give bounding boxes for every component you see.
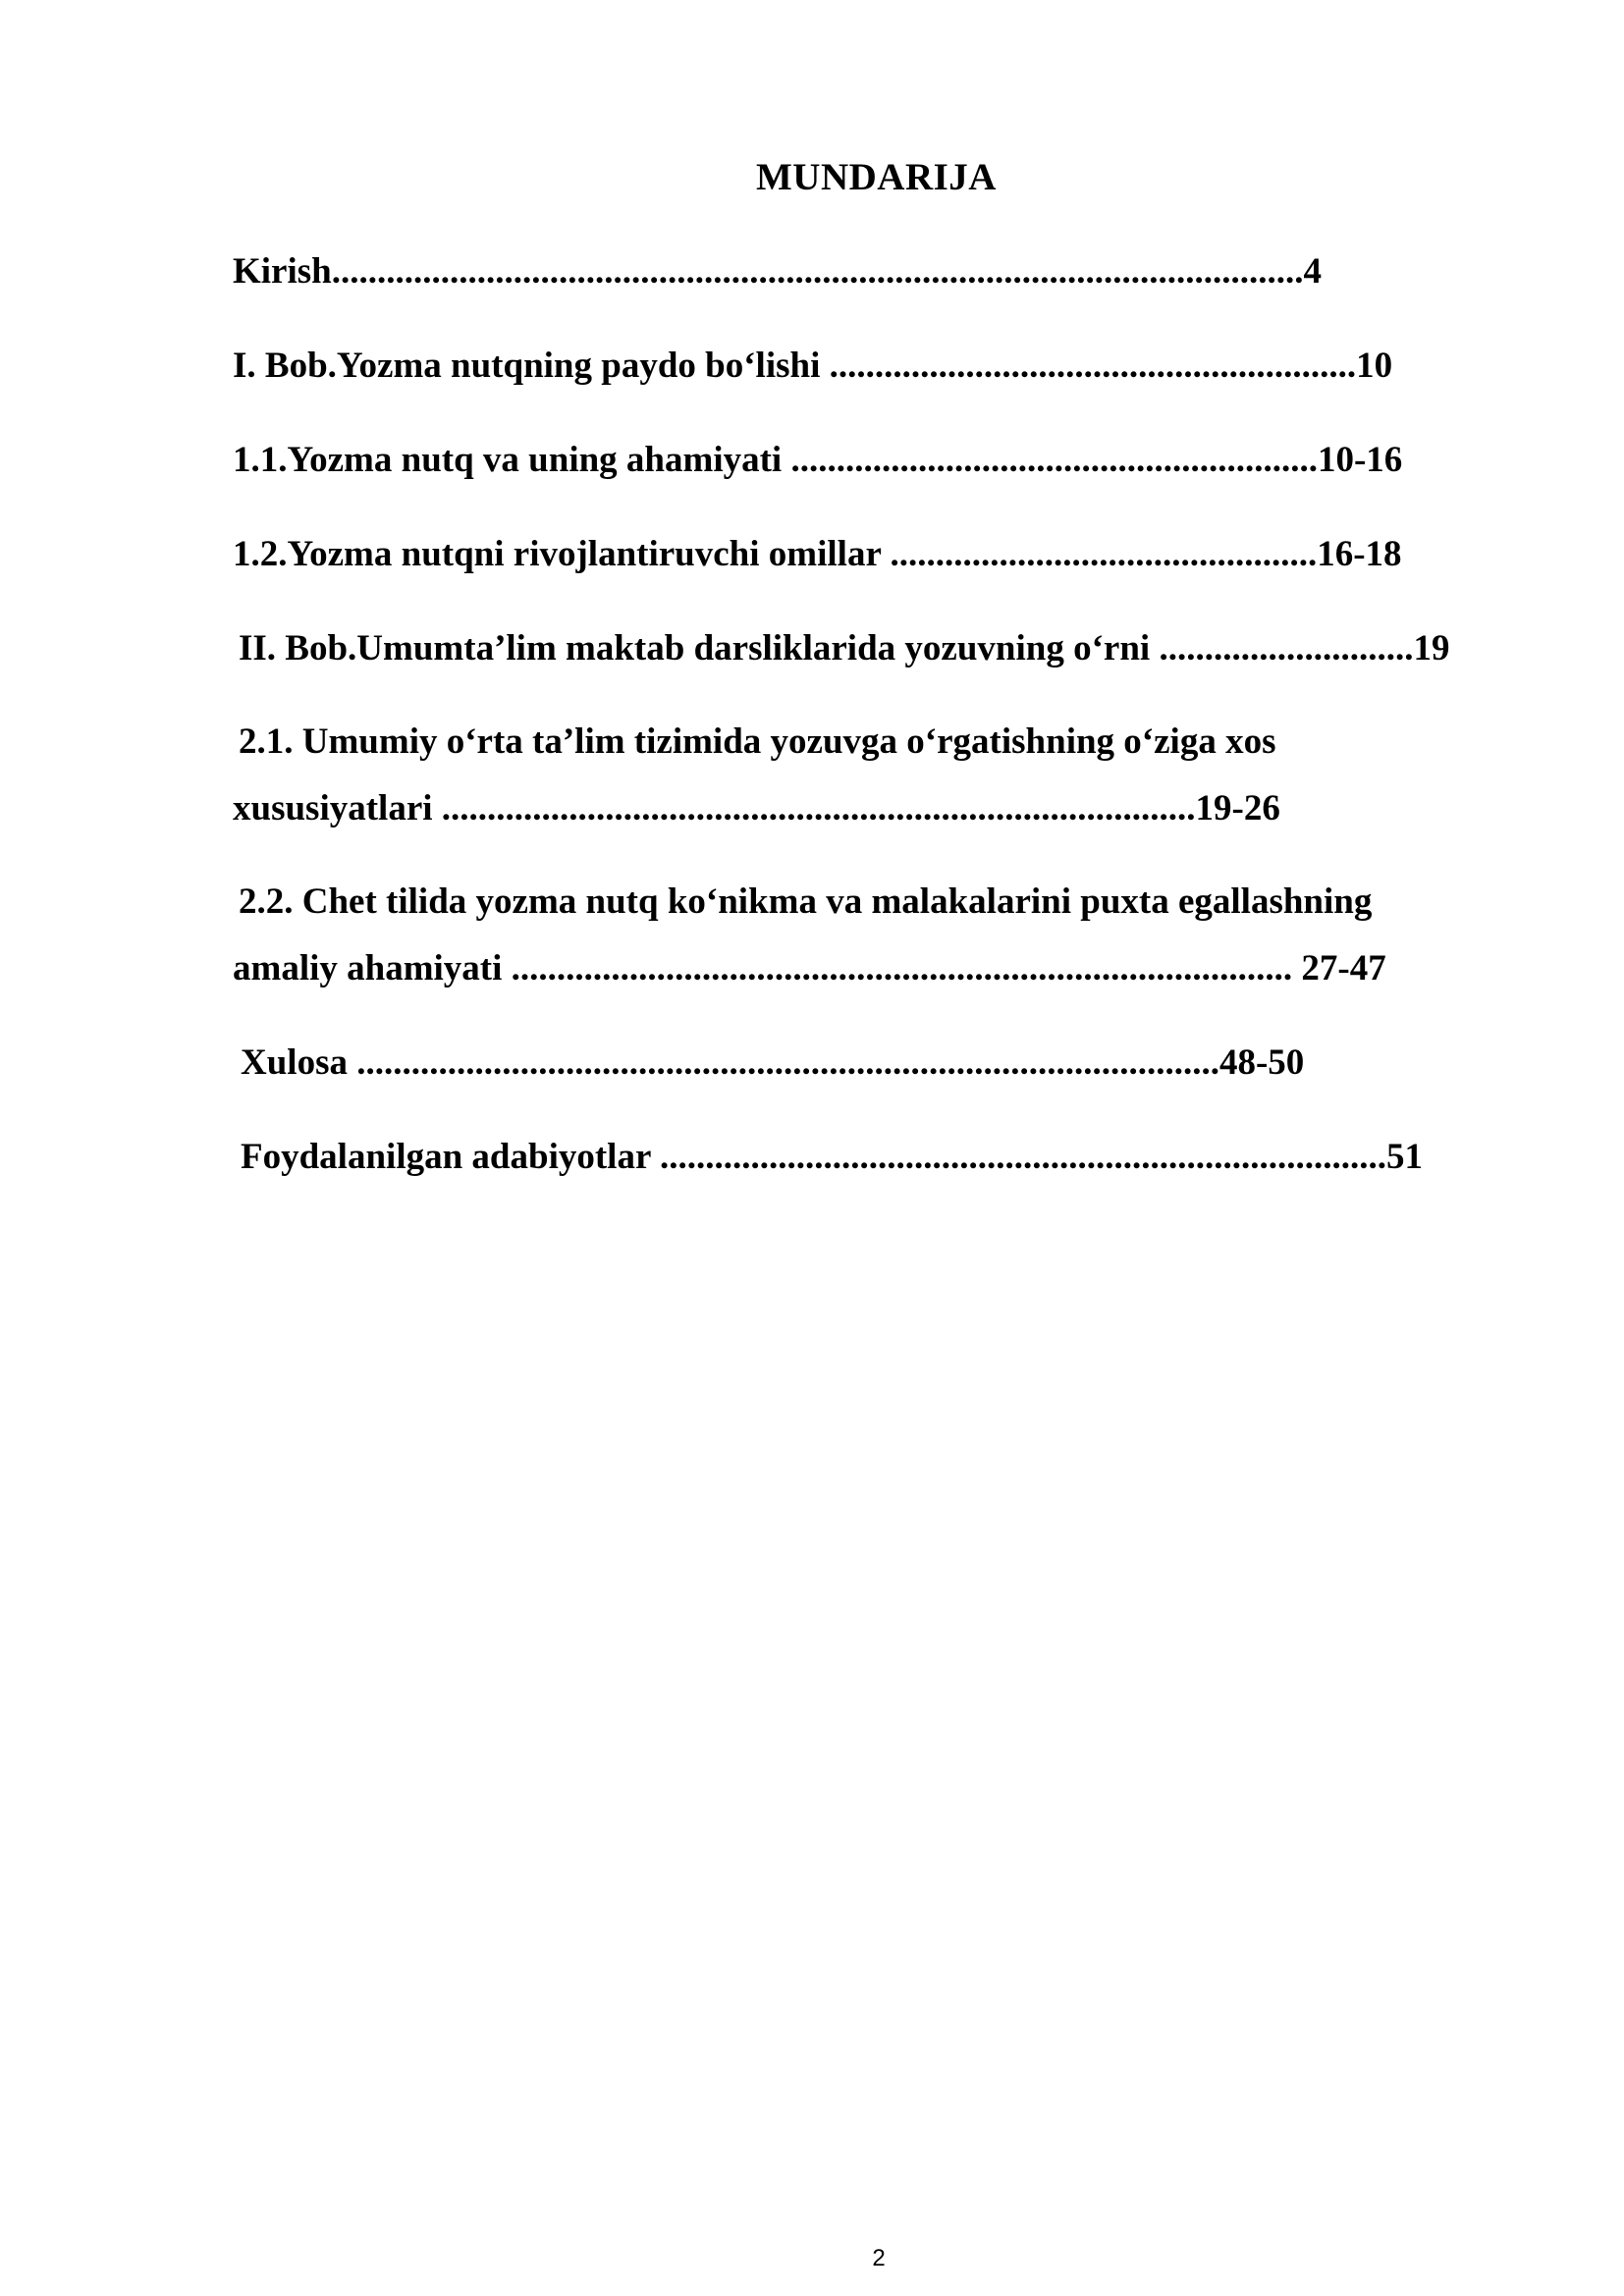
page-title: MUNDARIJA <box>756 156 997 198</box>
toc-leader-dots: ............................................................................................... <box>356 1042 1219 1083</box>
toc-page-ref: 48-50 <box>1218 1042 1305 1083</box>
toc-page-ref: 19 <box>1413 628 1450 668</box>
toc-leader-dots: .......................................................... <box>790 440 1318 480</box>
toc-leader-dots: .......................................................... <box>829 346 1357 386</box>
toc-entry-chapter-2 <box>239 630 1449 667</box>
toc-page-ref: 27-47 <box>1292 948 1386 988</box>
toc-leader-dots: ................................................................................... <box>441 788 1196 828</box>
toc-entry-section-2-2-continued <box>233 950 1386 987</box>
toc-entry-text: Kirish <box>233 251 332 292</box>
toc-entry-section-1-2 <box>233 536 1402 572</box>
toc-page-ref: 16-18 <box>1317 534 1402 574</box>
toc-leader-dots: ........................................................................................................... <box>331 251 1304 292</box>
toc-entry-xulosa <box>241 1044 1304 1081</box>
toc-entry-text: 1.1.Yozma nutq va uning ahamiyati <box>233 440 791 480</box>
toc-entry-text: 2.1. Umumiy o‘rta ta’lim tizimida yozuvga o‘rgatishning o‘ziga xos <box>239 721 1276 762</box>
toc-entry-text: amaliy ahamiyati <box>233 948 512 988</box>
toc-page-ref: 10 <box>1356 346 1393 386</box>
toc-page-ref: 19-26 <box>1195 788 1280 828</box>
toc-leader-dots: ............................................... <box>890 534 1318 574</box>
toc-entry-kirish <box>233 253 1322 290</box>
toc-leader-dots: ............................ <box>1159 628 1414 668</box>
toc-page-ref: 51 <box>1385 1137 1423 1177</box>
toc-entry-text: 1.2.Yozma nutqni rivojlantiruvchi omillar <box>233 534 891 574</box>
page-number: 2 <box>872 2245 886 2271</box>
toc-entry-references <box>241 1139 1423 1175</box>
toc-entry-section-1-1 <box>233 442 1402 478</box>
toc-page-ref: 4 <box>1303 251 1322 292</box>
toc-entry-section-2-1 <box>239 723 1275 760</box>
toc-entry-text: 2.2. Chet tilida yozma nutq ko‘nikma va malakalarini puxta egallashning <box>239 881 1373 922</box>
toc-entry-section-2-1-continued <box>233 790 1280 827</box>
toc-leader-dots: ................................................................................ <box>659 1137 1386 1177</box>
toc-leader-dots: ...................................................................................... <box>511 948 1293 988</box>
toc-entry-text: Xulosa <box>241 1042 357 1083</box>
toc-page-ref: 10-16 <box>1317 440 1403 480</box>
toc-entry-text: xususiyatlari <box>233 788 442 828</box>
toc-entry-section-2-2 <box>239 883 1372 920</box>
toc-entry-chapter-1 <box>233 347 1392 384</box>
toc-entry-text: II. Bob.Umumta’lim maktab darsliklarida yozuvning o‘rni <box>239 628 1160 668</box>
toc-entry-text: I. Bob.Yozma nutqning paydo bo‘lishi <box>233 346 830 386</box>
toc-entry-text: Foydalanilgan adabiyotlar <box>241 1137 660 1177</box>
